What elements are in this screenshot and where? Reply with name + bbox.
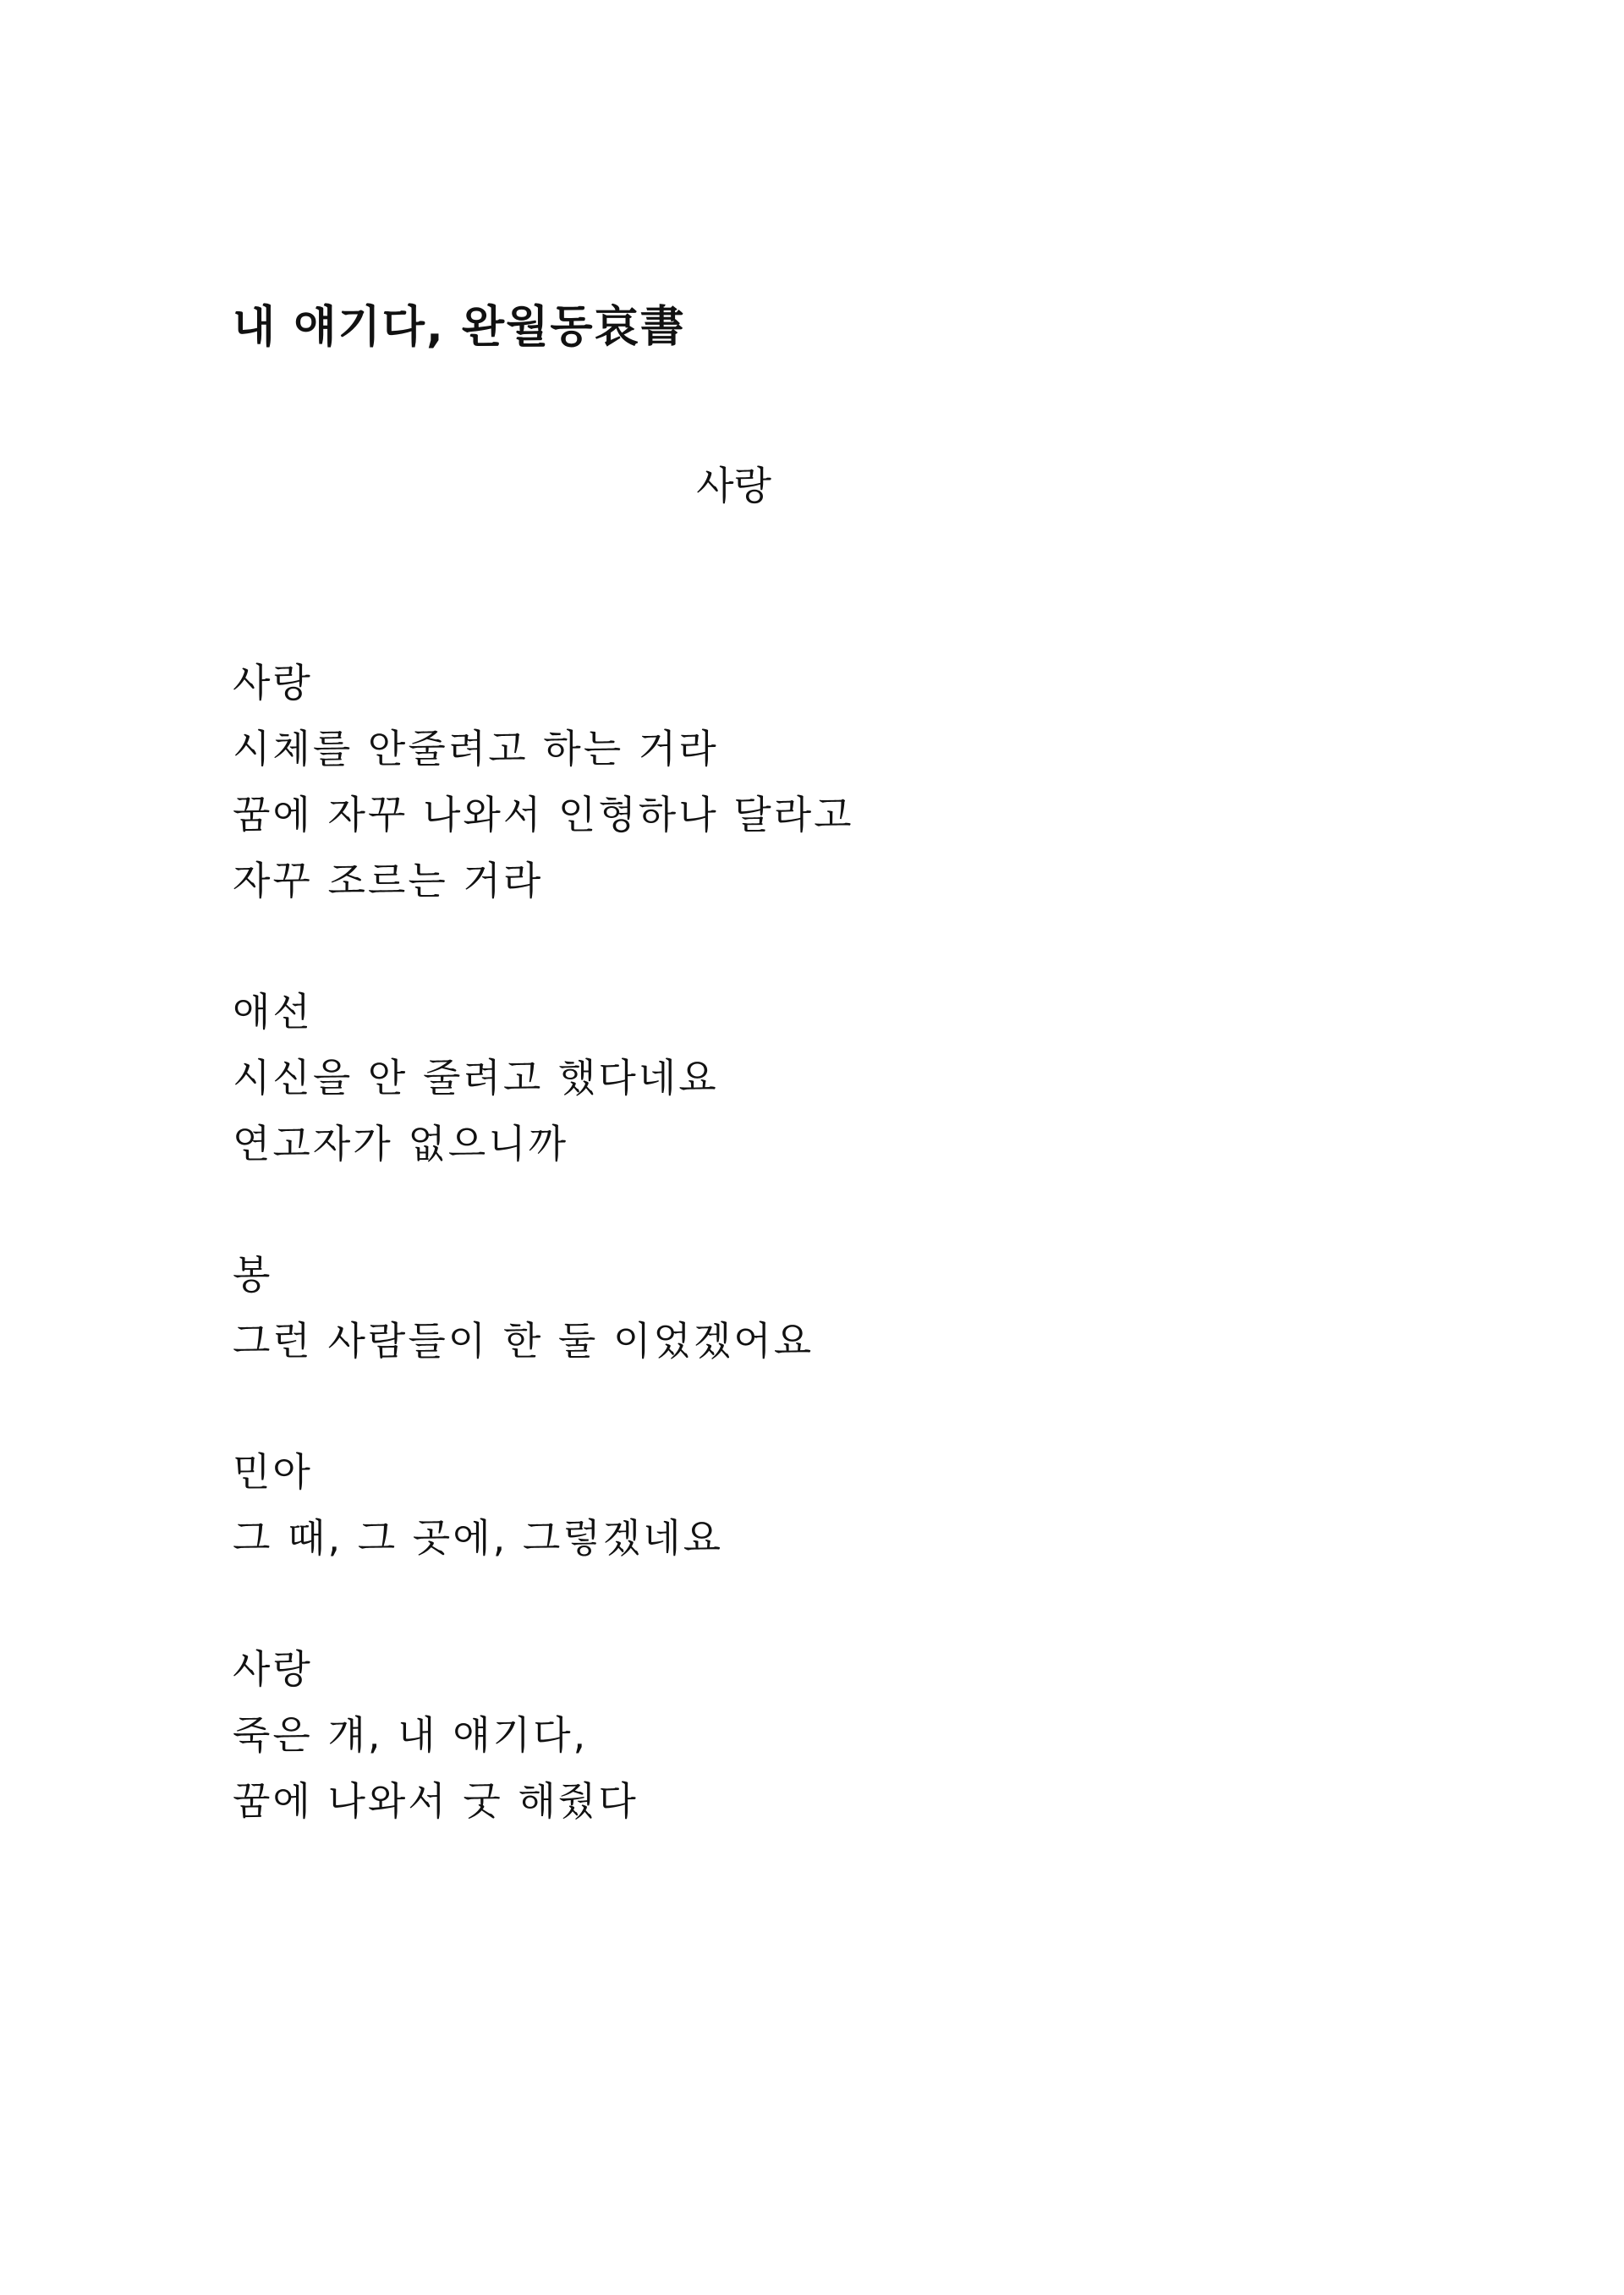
speech-block — [233, 1636, 854, 1834]
speaker-name: 민아 — [233, 1449, 313, 1495]
speaker-name: 사랑 — [233, 1646, 313, 1692]
dialogue-line: 시체를 안줄려고 하는 거라 — [233, 726, 719, 771]
dialogue-line: 연고자가 없으니까 — [233, 1121, 569, 1167]
speaker-name: 사랑 — [233, 660, 313, 706]
dialogue-line: 꿈에 자꾸 나와서 인형하나 달라고 — [233, 792, 854, 837]
document-title: 내 얘기다, 완월동哀書 — [233, 302, 686, 353]
speech-block — [233, 650, 854, 914]
speech-block — [233, 1439, 854, 1571]
speaker-name: 애선 — [233, 989, 313, 1035]
dialogue-line: 그 때, 그 곳에, 그렇겠네요 — [233, 1515, 724, 1561]
speech-block — [233, 1242, 854, 1374]
dialogue-line: 그런 사람들이 한 둘 이었겠어요 — [233, 1318, 815, 1364]
dialogue-line: 시신을 안 줄려고 했다네요 — [233, 1055, 719, 1101]
dialogue-line: 죽은 걔, 내 얘기다, — [233, 1712, 589, 1758]
speaker-name: 봉 — [233, 1252, 273, 1298]
section-heading: 사랑 — [696, 463, 771, 508]
dialogue — [233, 650, 854, 1899]
speech-block — [233, 979, 854, 1177]
dialogue-line: 자꾸 조르는 거라 — [233, 858, 544, 903]
dialogue-line: 꿈에 나와서 굿 해줬다 — [233, 1778, 639, 1824]
